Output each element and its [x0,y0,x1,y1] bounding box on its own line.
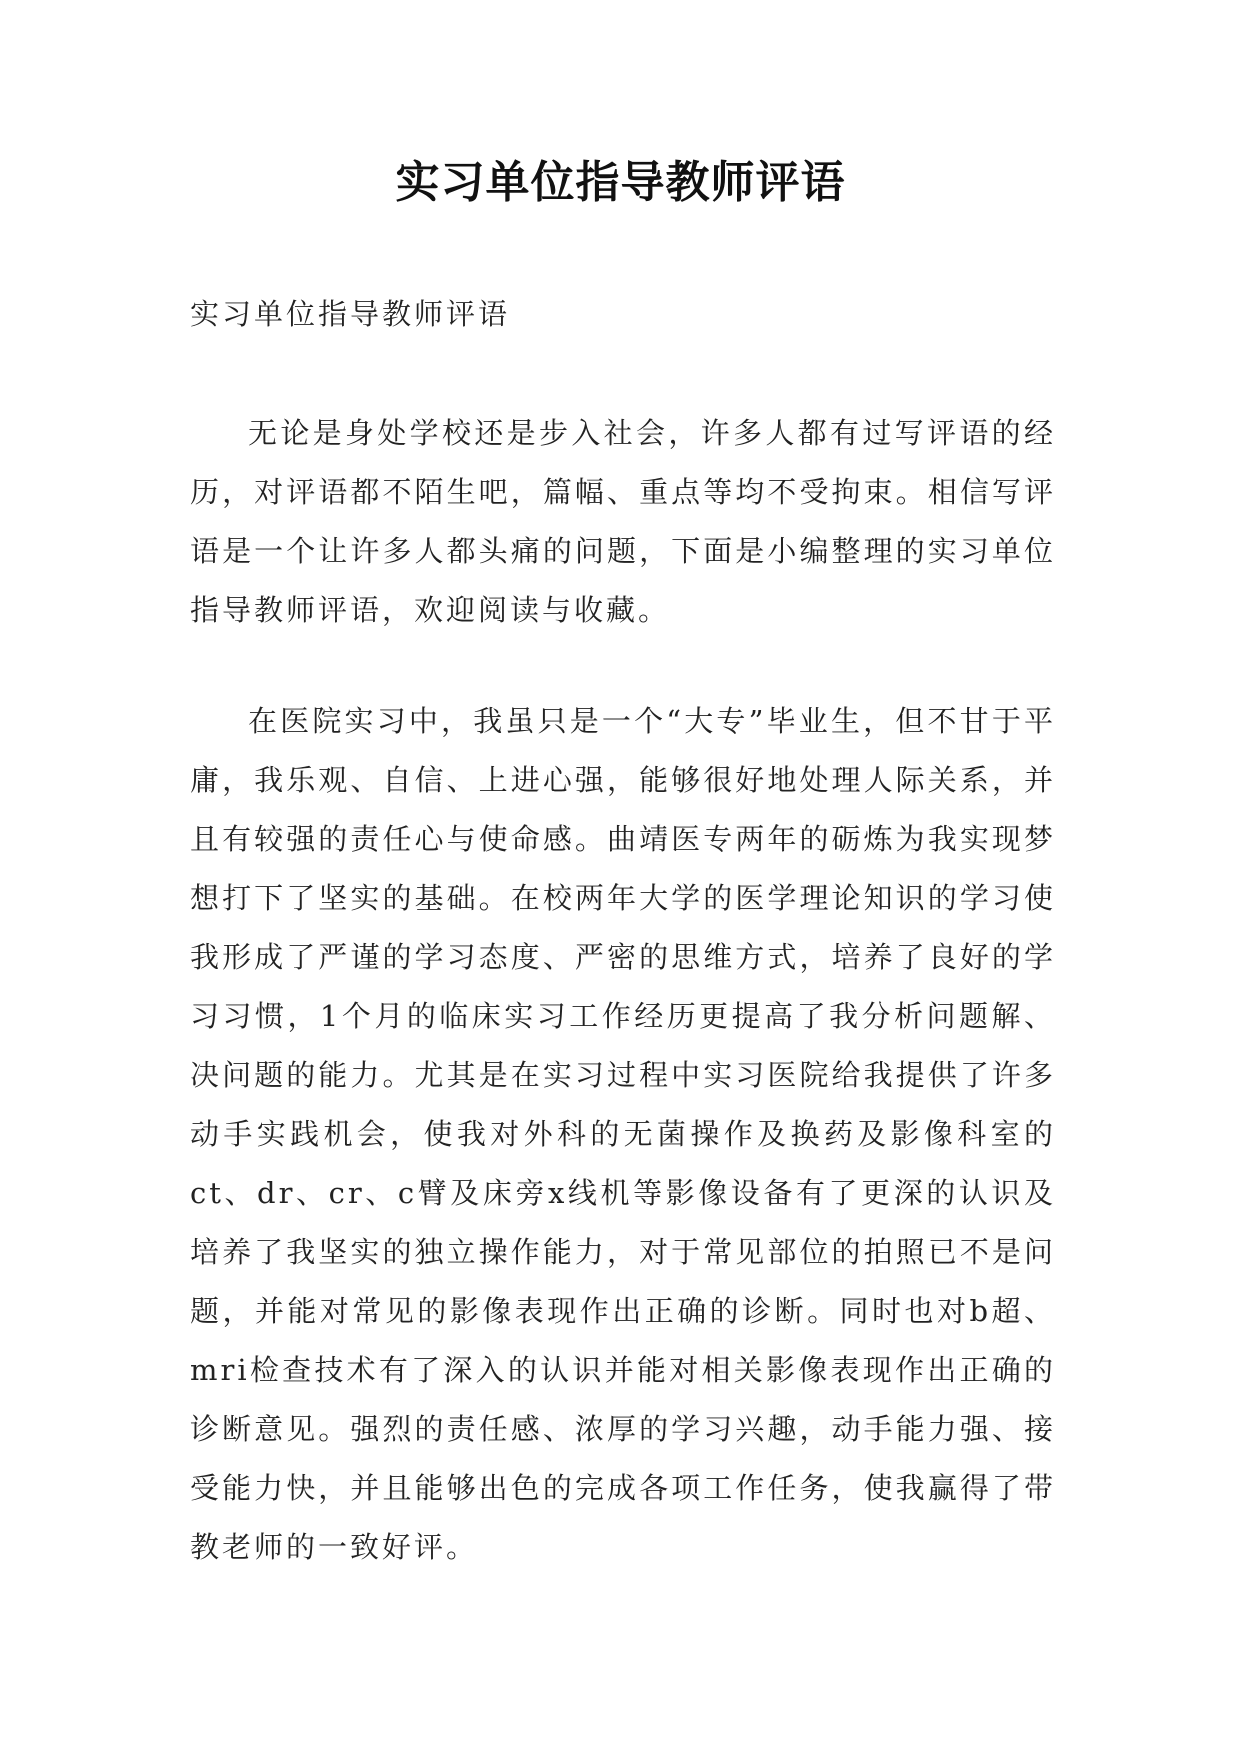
document-subtitle: 实习单位指导教师评语 [190,297,511,331]
intro-paragraph: 无论是身处学校还是步入社会，许多人都有过写评语的经历，对评语都不陌生吧，篇幅、重点等均不受拘束。相信写评语是一个让许多人都头痛的问题，下面是小编整理的实习单位指导教师评语，欢迎阅读与收藏。 [190,416,1056,627]
evaluation-paragraph: 在医院实习中，我虽只是一个“大专”毕业生，但不甘于平庸，我乐观、自信、上进心强，能够很好地处理人际关系，并且有较强的责任心与使命感。曲靖医专两年的砺炼为我实现梦想打下了坚实的基础。在校两年大学的医学理论知识的学习使我形成了严谨的学习态度、严密的思维方式，培养了良好的学习习惯，1个月的临床实习工作经历更提高了我分析问题解、决问题的能力。尤其是在实习过程中实习医院给我提供了许多动手实践机会，使我对外科的无菌操作及换药及影像科室的ct、dr、cr、c臂及床旁x线机等影像设备有了更深的认识及培养了我坚实的独立操作能力，对于常见部位的拍照已不是问题，并能对常见的影像表现作出正确的诊断。同时也对b超、mri检查技术有了深入的认识并能对相关影像表现作出正确的诊断意见。强烈的责任感、浓厚的学习兴趣，动手能力强、接受能力快，并且能够出色的完成各项工作任务，使我赢得了带教老师的一致好评。 [190,704,1056,1564]
document-title: 实习单位指导教师评语 [395,157,846,208]
